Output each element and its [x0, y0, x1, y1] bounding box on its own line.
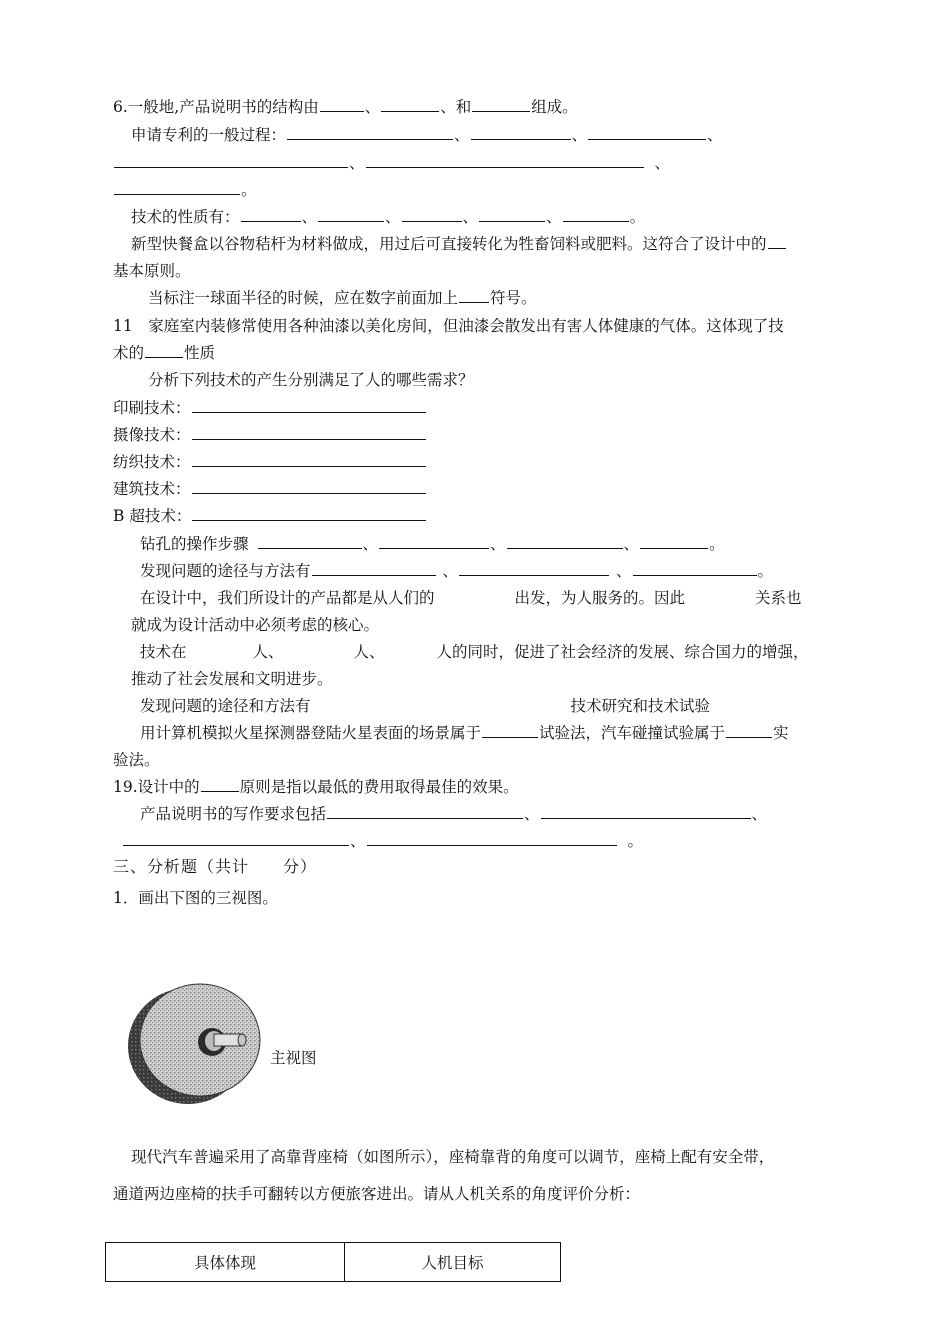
- tech-text-2: 推动了社会发展和文明进步。: [131, 670, 333, 688]
- design-text-b: 出发，为人服务的。因此: [514, 589, 686, 607]
- design-line: [140, 588, 802, 608]
- sim-text-c: 实: [773, 724, 789, 742]
- needs-intro-text: 分析下列技术的产生分别满足了人的哪些需求？: [148, 371, 474, 389]
- separator: 、: [362, 535, 379, 553]
- blank[interactable]: [563, 207, 629, 222]
- needs-item-label: 摄像技术：: [113, 426, 191, 444]
- blank[interactable]: [192, 479, 426, 494]
- q19-end: 原则是指以最低的费用取得最佳的效果。: [239, 778, 519, 796]
- separator: 、: [707, 126, 723, 144]
- drill-end: 。: [709, 535, 725, 553]
- q6-end: 组成。: [531, 98, 578, 116]
- sim-text-2: 验法。: [113, 751, 160, 769]
- lunchbox-line: [131, 234, 787, 254]
- blank[interactable]: [367, 831, 617, 846]
- blank[interactable]: [472, 97, 530, 112]
- section-heading-text: 三、分析题（共计 分）: [113, 857, 318, 876]
- separator: 、: [454, 126, 470, 144]
- tech-line-2: [131, 669, 333, 689]
- blank[interactable]: [192, 452, 426, 467]
- figure-caption: 主视图: [270, 1049, 317, 1067]
- design-text-a: 在设计中，我们所设计的产品都是从人们的: [140, 589, 435, 607]
- discover-end: 。: [757, 562, 774, 580]
- patent-line-3: [113, 180, 257, 200]
- separator: 、: [301, 208, 318, 226]
- blank[interactable]: [320, 97, 364, 112]
- blank[interactable]: [482, 723, 538, 738]
- seat-text-2: 通道两边座椅的扶手可翻转以方便旅客进出。请从人机关系的角度评价分析：: [113, 1185, 641, 1203]
- separator: 、: [462, 208, 479, 226]
- separator: 、和: [440, 98, 472, 116]
- q19-text: 19.设计中的: [113, 778, 200, 796]
- needs-item-label: 纺织技术：: [113, 453, 191, 471]
- blank[interactable]: [327, 804, 523, 819]
- q11-line: [113, 316, 784, 336]
- blank[interactable]: [318, 207, 384, 222]
- blank[interactable]: [241, 207, 301, 222]
- manual-line: [140, 804, 767, 824]
- separator: 、: [571, 126, 588, 144]
- discover-text: 发现问题的途径与方法有: [140, 562, 311, 580]
- blank[interactable]: [201, 777, 239, 792]
- sphere-line: [148, 288, 537, 308]
- blank[interactable]: [192, 506, 426, 521]
- section-heading: [113, 857, 317, 877]
- design-line-2: [131, 615, 379, 635]
- blank[interactable]: [588, 125, 706, 140]
- needs-item: [113, 452, 427, 472]
- separator: 、: [385, 208, 401, 226]
- blank[interactable]: [366, 153, 644, 168]
- sim-line-2: [113, 750, 160, 770]
- needs-item: [113, 398, 427, 418]
- discover2-line: [140, 696, 710, 716]
- sphere-end: 符号。: [490, 289, 537, 307]
- blank[interactable]: [459, 561, 609, 576]
- blank[interactable]: [459, 288, 489, 303]
- q11-text: 11 家庭室内装修常使用各种油漆以美化房间，但油漆会散发出有害人体健康的气体。这体现了技: [113, 317, 784, 335]
- patent-line-2: [113, 153, 670, 173]
- q11-text-2: 术的: [113, 344, 145, 362]
- q6-line: [113, 97, 578, 117]
- blank[interactable]: [402, 207, 462, 222]
- blank[interactable]: [726, 723, 772, 738]
- sim-text-b: 试验法，汽车碰撞试验属于: [539, 724, 726, 742]
- separator: 、: [751, 805, 768, 823]
- lunchbox-text-2: 基本原则。: [113, 262, 191, 280]
- separator: 、: [349, 154, 365, 172]
- blank[interactable]: [633, 561, 757, 576]
- q1-text: 1．画出下图的三视图。: [113, 889, 278, 907]
- blank[interactable]: [145, 343, 183, 358]
- separator: 、: [490, 535, 506, 553]
- blank[interactable]: [640, 534, 708, 549]
- separator: 、: [623, 535, 640, 553]
- design-text-2: 就成为设计活动中必须考虑的核心。: [131, 616, 380, 634]
- table-row: [106, 1243, 561, 1282]
- blank[interactable]: [507, 534, 623, 549]
- disc-shaft-illustration: [126, 980, 266, 1106]
- q19-line: [113, 777, 519, 797]
- blank[interactable]: [123, 831, 349, 846]
- q1-line: [113, 888, 278, 908]
- manual-end: 。: [627, 832, 644, 850]
- discover2-text-a: 发现问题的途径和方法有: [140, 697, 311, 715]
- disc-figure: [126, 980, 266, 1106]
- discover2-text-b: 技术研究和技术试验: [570, 697, 711, 715]
- patent-line: [131, 125, 723, 145]
- blank[interactable]: [479, 207, 545, 222]
- needs-item-label: 建筑技术：: [113, 480, 191, 498]
- needs-item: [113, 506, 427, 526]
- q6-text: 6.一般地,产品说明书的结构由: [113, 98, 319, 116]
- tech-text-d: 人的同时，促进了社会经济的发展、综合国力的增强，: [436, 643, 809, 661]
- blank[interactable]: [114, 180, 240, 195]
- sim-text-a: 用计算机模拟火星探测器登陆火星表面的场景属于: [140, 724, 482, 742]
- design-text-c: 关系也: [755, 589, 802, 607]
- nature-end: 。: [629, 208, 646, 226]
- separator: 、: [524, 805, 540, 823]
- separator: 、: [350, 832, 366, 850]
- blank[interactable]: [114, 153, 348, 168]
- tech-text-b: 人、: [252, 643, 284, 661]
- q11-line-2: [113, 343, 215, 363]
- lunchbox-text: 新型快餐盒以谷物秸杆为材料做成，用过后可直接转化为牲畜饲料或肥料。这符合了设计中的: [131, 235, 767, 253]
- table-header-cell: 人机目标: [345, 1243, 561, 1282]
- drill-line: [140, 534, 725, 554]
- q11-end: 性质: [184, 344, 216, 362]
- seat-line-2: [113, 1184, 640, 1204]
- nature-line: [131, 207, 645, 227]
- blank[interactable]: [192, 398, 426, 413]
- sim-line: [140, 723, 789, 743]
- manual-line-2: [122, 831, 643, 851]
- separator: 、: [616, 562, 632, 580]
- blank[interactable]: [541, 804, 751, 819]
- tech-text-c: 人、: [353, 643, 385, 661]
- blank[interactable]: [192, 425, 426, 440]
- separator: 、: [442, 562, 459, 580]
- patent-text: 申请专利的一般过程：: [131, 126, 287, 144]
- nature-text: 技术的性质有：: [131, 208, 240, 226]
- needs-item: [113, 425, 427, 445]
- separator: 、: [364, 98, 381, 116]
- tech-line: [140, 642, 809, 662]
- needs-item-label: B 超技术：: [113, 507, 192, 525]
- needs-intro: [148, 370, 474, 390]
- tech-text-a: 技术在: [140, 643, 187, 661]
- needs-item-label: 印刷技术：: [113, 399, 191, 417]
- sphere-text: 当标注一球面半径的时候，应在数字前面加上: [148, 289, 459, 307]
- blank[interactable]: [312, 561, 436, 576]
- drill-text: 钻孔的操作步骤: [140, 535, 249, 553]
- blank[interactable]: [379, 534, 489, 549]
- blank[interactable]: [381, 97, 439, 112]
- analysis-table: [105, 1242, 561, 1282]
- seat-text: 现代汽车普遍采用了高靠背座椅（如图所示），座椅靠背的角度可以调节，座椅上配有安全带，: [131, 1148, 775, 1166]
- separator: 、: [546, 208, 562, 226]
- lunchbox-line-2: [113, 261, 191, 281]
- needs-item: [113, 479, 427, 499]
- blank[interactable]: [258, 534, 362, 549]
- table-header-cell: 具体体现: [106, 1243, 345, 1282]
- seat-line: [131, 1147, 774, 1167]
- patent-end: 。: [241, 181, 257, 199]
- blank[interactable]: [768, 234, 786, 249]
- separator: 、: [654, 154, 671, 172]
- manual-text: 产品说明书的写作要求包括: [140, 805, 327, 823]
- blank[interactable]: [471, 125, 571, 140]
- discover-line: [140, 561, 773, 581]
- blank[interactable]: [287, 125, 453, 140]
